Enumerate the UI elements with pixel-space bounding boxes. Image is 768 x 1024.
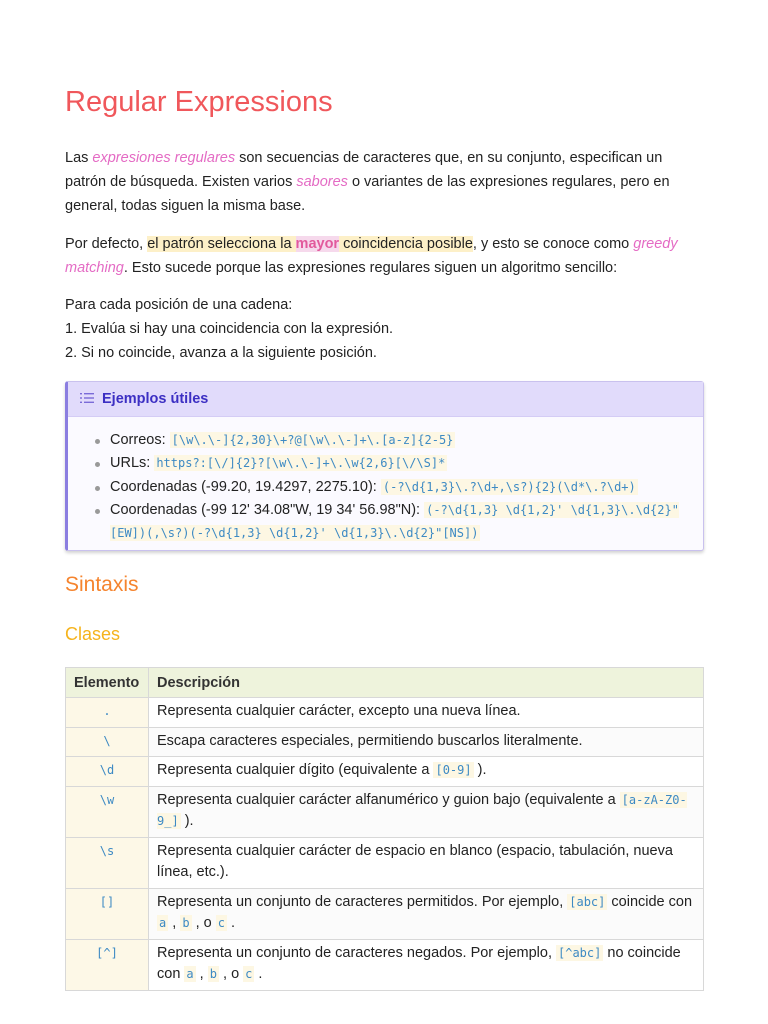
description-text: . <box>254 966 263 982</box>
classes-table <box>65 667 704 991</box>
callout-title: Ejemplos útiles <box>102 391 209 407</box>
table-row <box>66 888 704 939</box>
description-text: , <box>195 966 208 982</box>
table-row <box>66 727 704 757</box>
element-code: \ <box>103 733 111 748</box>
examples-callout <box>65 381 704 551</box>
description-text: Representa un conjunto de caracteres negados. Por ejemplo, <box>157 944 556 961</box>
column-header: Descripción <box>149 668 704 698</box>
description-text: Escapa caracteres especiales, permitiendo buscarlos literalmente. <box>157 732 583 749</box>
algorithm-line: 2. Si no coincide, avanza a la siguiente posición. <box>65 345 377 361</box>
text: , y esto se conoce como <box>472 236 634 252</box>
element-code: \d <box>99 763 115 777</box>
inline-code: [^abc] <box>558 945 602 960</box>
examples-list <box>92 429 692 545</box>
text: Las <box>65 150 93 166</box>
text: o variantes de las expresiones regulares, pero en general, todas siguen la misma base. <box>65 174 670 214</box>
description-text: ). <box>180 813 194 829</box>
table-header-row <box>66 668 704 698</box>
description-text: , o <box>191 915 216 931</box>
element-code: . <box>103 704 111 718</box>
list-icon <box>80 391 94 407</box>
description-text: , o <box>218 966 244 982</box>
description-cell <box>149 939 704 990</box>
column-header: Elemento <box>66 668 149 698</box>
table-row <box>66 939 704 990</box>
emphasis-link: greedy matching <box>65 236 678 276</box>
table-row <box>66 786 704 837</box>
text: Por defecto, <box>65 236 148 252</box>
inline-code: [abc] <box>569 894 606 909</box>
description-text: , <box>168 915 181 931</box>
description-text: . <box>226 915 236 931</box>
highlighted-text: coincidencia posible <box>339 236 473 252</box>
table-row <box>66 698 704 728</box>
list-item <box>92 452 692 475</box>
element-cell <box>66 786 149 837</box>
item-label: Coordenadas (-99.20, 19.4297, 2275.10): <box>110 478 381 495</box>
text: . Esto sucede porque las expresiones regulares siguen un algoritmo sencillo: <box>123 260 618 276</box>
table-row <box>66 837 704 888</box>
description-text: Representa cualquier dígito (equivalente a <box>157 762 434 778</box>
description-cell <box>149 757 704 787</box>
inline-code: a <box>186 967 194 981</box>
description-cell <box>149 888 704 939</box>
inline-code: [0-9] <box>435 763 472 777</box>
table-row <box>66 757 704 787</box>
text: son secuencias de caracteres que, en su conjunto, especifican un patrón de búsqueda. Existen varios <box>65 150 663 190</box>
element-code: [^] <box>96 945 118 960</box>
inline-code: [a-zA-Z0-9_] <box>157 792 687 828</box>
description-text: Representa cualquier carácter de espacio en blanco (espacio, tabulación, nueva línea, etc.). <box>157 842 673 880</box>
element-cell <box>66 888 149 939</box>
item-label: Correos: <box>110 432 170 448</box>
description-cell <box>149 698 704 728</box>
regex-code: https?:[\/]{2}?[\w\.\-]+\.\w{2,6}[\/\S]* <box>156 456 446 471</box>
item-label: URLs: <box>110 455 155 472</box>
callout-header <box>68 382 703 417</box>
element-code: \s <box>99 843 115 858</box>
inline-code: c <box>245 967 253 981</box>
regex-code: (-?\d{1,3}\.?\d+,\s?){2}(\d*\.?\d+) <box>382 479 636 494</box>
emphasis-link: sabores <box>296 174 348 190</box>
list-item <box>92 476 692 499</box>
item-label: Coordenadas (-99 12' 34.08"W, 19 34' 56.98"N): <box>110 501 425 518</box>
regex-code: [\w\.\-]{2,30}\+?@[\w\.\-]+\.[a-z]{2-5} <box>171 433 454 447</box>
element-cell <box>66 698 149 728</box>
description-text: Representa cualquier carácter alfanumérico y guion bajo (equivalente a <box>157 791 620 808</box>
element-cell <box>66 757 149 787</box>
description-text: no coincide con <box>157 944 681 982</box>
list-item <box>92 429 692 452</box>
description-text: ). <box>473 762 487 778</box>
description-cell <box>149 837 704 888</box>
section-heading-sintaxis: Sintaxis <box>65 573 139 596</box>
emphasis-link: expresiones regulares <box>92 150 236 166</box>
regex-code: (-?\d{1,3} \d{1,2}' \d{1,3}\.\d{2}"[EW])(,\s?)(-?\d{1,3} \d{1,2}' \d{1,3}\.\d{2}"[NS]) <box>110 502 679 541</box>
greedy-paragraph <box>65 232 705 280</box>
element-code: [] <box>99 894 115 909</box>
list-item <box>92 499 692 546</box>
intro-paragraph <box>65 146 705 218</box>
description-text: Representa un conjunto de caracteres permitidos. Por ejemplo, <box>157 893 568 910</box>
algorithm-line: 1. Evalúa si hay una coincidencia con la expresión. <box>65 321 394 337</box>
inline-code: c <box>217 916 225 930</box>
element-cell <box>66 939 149 990</box>
element-cell <box>66 727 149 757</box>
subsection-heading-clases: Clases <box>65 624 121 644</box>
description-text: coincide con <box>607 893 693 910</box>
highlighted-bold-text: mayor <box>295 236 340 252</box>
element-code: \w <box>99 792 115 807</box>
page-title: Regular Expressions <box>65 86 333 118</box>
algorithm-paragraph <box>65 293 705 365</box>
description-cell <box>149 727 704 757</box>
element-cell <box>66 837 149 888</box>
inline-code: a <box>159 916 167 930</box>
highlighted-text: el patrón selecciona la <box>147 236 296 252</box>
inline-code: b <box>182 916 190 930</box>
inline-code: b <box>209 967 217 981</box>
description-text: Representa cualquier carácter, excepto una nueva línea. <box>157 703 521 719</box>
algorithm-line: Para cada posición de una cadena: <box>65 297 293 313</box>
description-cell <box>149 786 704 837</box>
